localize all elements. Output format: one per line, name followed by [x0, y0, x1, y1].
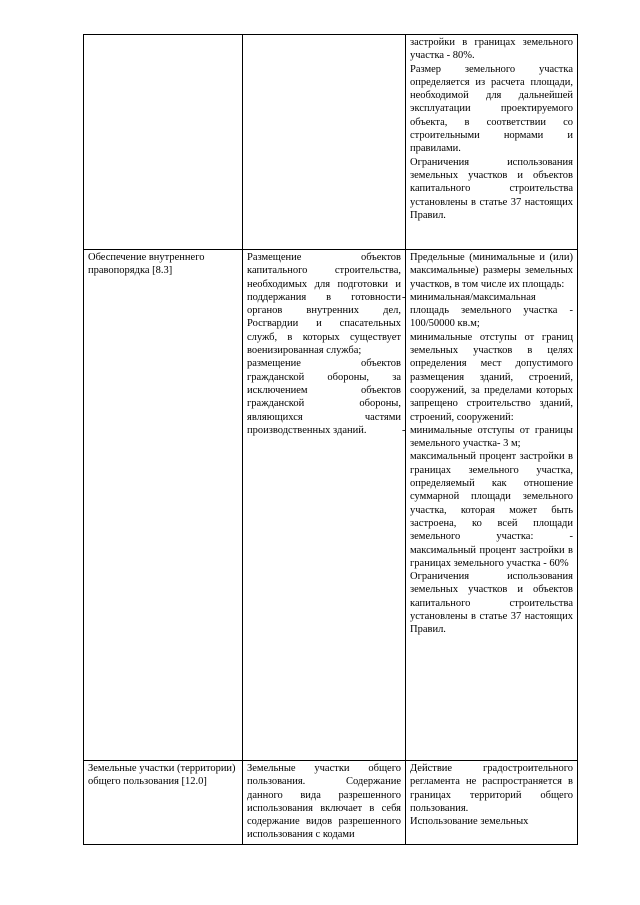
- parameters-cell: [406, 761, 578, 845]
- list-dash-marker: -: [402, 424, 406, 436]
- use-description-cell: [243, 761, 406, 845]
- paragraph-text: Обеспечение внутреннего правопорядка [8.3]: [88, 252, 205, 277]
- table-row: [84, 250, 578, 761]
- parameters-cell: [402, 250, 578, 761]
- paragraph-text: Размещение объектов капитального строительства, необходимых для подготовки и поддержания в готовности органов внутренних дел, Росгвардии и спасательных служб, в которых существует военизированная служба;: [247, 252, 401, 357]
- paragraph-text: размещение объектов гражданской обороны, за исключением объектов гражданской обороны, являющихся частями производственных зданий.: [247, 358, 401, 436]
- use-description-cell: [243, 35, 406, 250]
- paragraph-text: Земельные участки (территории) общего пользования [12.0]: [88, 763, 236, 788]
- table-row: [84, 35, 578, 250]
- list-item-text: минимальная/максимальная площадь земельного участка - 100/50000 кв.м;: [410, 291, 573, 330]
- zoning-regulations-table: [83, 34, 578, 845]
- paragraph-text: Земельные участки общего пользования. Содержание данного вида разрешенного использования включает в себя содержание видов разрешенного использования с кодами: [247, 763, 401, 841]
- paragraph-text: Ограничения использования земельных участков и объектов капитального строительства установлены в статье 37 настоящих Правил.: [410, 156, 573, 221]
- list-dash-marker: -: [402, 291, 406, 303]
- table-row: [84, 761, 578, 845]
- paragraph-text: Размер земельного участка определяется из расчета площади, необходимой для дальнейшей эксплуатации проектируемого объекта, в соответствии со строительными нормами и правилами.: [410, 63, 573, 155]
- use-type-cell: [84, 250, 243, 761]
- paragraph-text: минимальные отступы от границ земельных участков в целях определения мест допустимого размещения зданий, строений, сооружений, за пределами которых запрещено строительство зданий, строений, сооружений:: [410, 331, 573, 423]
- dash-list-item: [402, 424, 573, 451]
- use-description-cell: [243, 250, 406, 761]
- paragraph-text: Использование земельных: [410, 816, 529, 828]
- use-type-cell: [84, 761, 243, 845]
- use-type-cell: [84, 35, 243, 250]
- dash-list-item: [402, 291, 573, 331]
- paragraph-text: Действие градостроительного регламента не распространяется в границах территорий общего пользования.: [410, 763, 573, 814]
- paragraph-text: Ограничения использования земельных участков и объектов капитального строительства установлены в статье 37 настоящих Правил.: [410, 571, 573, 636]
- paragraph-text: максимальный процент застройки в границах земельного участка, определяемый как отношение суммарной площади земельного участка, которая может быть застроена, ко всей площади земельного участка: - максимальный процент застройки в границах земельного участка - 60%: [410, 451, 573, 569]
- paragraph-text: Предельные (минимальные и (или) максимальные) размеры земельных участков, в том числе их площадь:: [410, 252, 573, 290]
- parameters-cell: [406, 35, 578, 250]
- paragraph-text: застройки в границах земельного участка - 80%.: [410, 37, 573, 62]
- list-item-text: минимальные отступы от границы земельного участка- 3 м;: [410, 424, 573, 450]
